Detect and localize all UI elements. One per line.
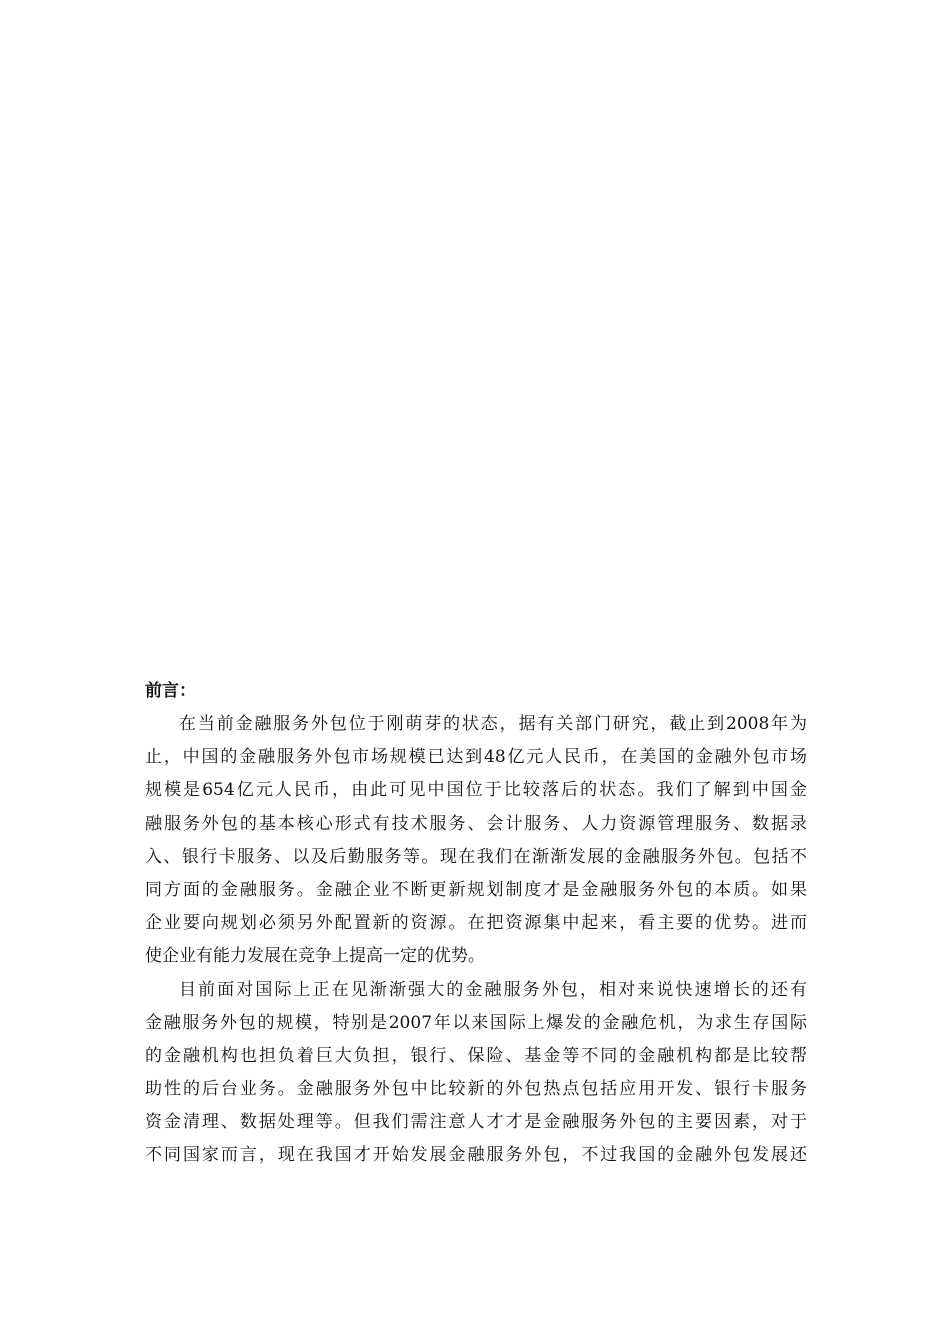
section-heading: 前言： [145,681,196,701]
text-line: 金融服务外包的规模，特别是2007年以来国际上爆发的金融危机，为求生存国际 [145,1012,807,1033]
text-line: 资金清理、数据处理等。但我们需注意人才才是金融服务外包的主要因素，对于 [145,1112,807,1133]
text-line: 入、银行卡服务、以及后勤服务等。现在我们在渐渐发展的金融服务外包。包括不 [145,846,807,867]
text-line: 止，中国的金融服务外包市场规模已达到48亿元人民币，在美国的金融外包市场 [145,747,807,768]
text-line: 同方面的金融服务。金融企业不断更新规划制度才是金融服务外包的本质。如果 [145,879,807,900]
text-line: 的金融机构也担负着巨大负担，银行、保险、基金等不同的金融机构都是比较帮 [145,1045,807,1066]
text-line: 融服务外包的基本核心形式有技术服务、会计服务、人力资源管理服务、数据录 [145,813,807,834]
text-line: 使企业有能力发展在竞争上提高一定的优势。 [145,946,485,967]
text-line: 在当前金融服务外包位于刚萌芽的状态，据有关部门研究，截止到2008年为 [179,714,807,734]
text-line: 助性的后台业务。金融服务外包中比较新的外包热点包括应用开发、银行卡服务 [145,1079,807,1100]
paragraph-1 [145,708,807,974]
document-body [145,676,807,1173]
paragraph-2 [145,974,807,1173]
text-line: 企业要向规划必须另外配置新的资源。在把资源集中起来，看主要的优势。进而 [145,913,807,934]
text-line: 不同国家而言，现在我国才开始发展金融服务外包，不过我国的金融外包发展还 [145,1145,807,1166]
text-line: 规模是654亿元人民币，由此可见中国位于比较落后的状态。我们了解到中国金 [145,780,807,801]
text-line: 目前面对国际上正在见渐渐强大的金融服务外包，相对来说快速增长的还有 [179,979,807,1000]
